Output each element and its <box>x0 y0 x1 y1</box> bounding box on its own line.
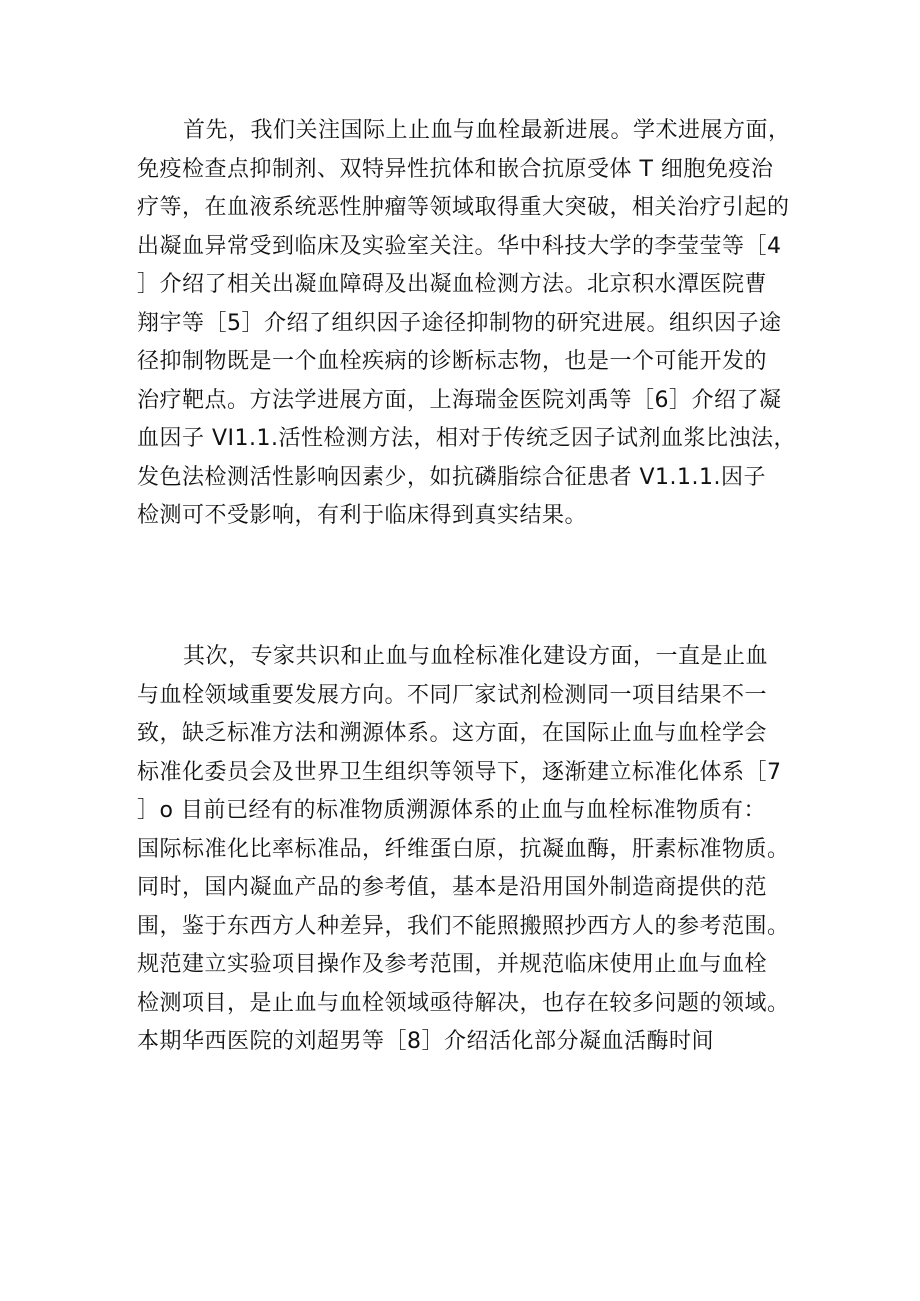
text-line: 发色法检测活性影响因素少，如抗磷脂综合征患者 V1.1.1.因子 <box>137 464 767 490</box>
text-line: 翔宇等［5］介绍了组织因子途径抑制物的研究进展。组织因子途 <box>137 310 782 336</box>
text-line: 径抑制物既是一个血栓疾病的诊断标志物，也是一个可能开发的 <box>137 349 768 374</box>
text-line: 首先，我们关注国际上止血与血栓最新进展。学术进展方面， <box>183 118 791 143</box>
text-line: 与血栓领域重要发展方向。不同厂家试剂检测同一项目结果不一 <box>137 682 768 708</box>
text-line: 检测项目，是止血与血栓领域亟待解决，也存在较多问题的领域。 <box>137 990 790 1016</box>
text-line: 其次，专家共识和止血与血栓标准化建设方面，一直是止血 <box>183 644 769 669</box>
text-line: 国际标准化比率标准品，纤维蛋白原，抗凝血酶，肝素标准物质。 <box>137 836 790 862</box>
text-line: ］介绍了相关出凝血障碍及出凝血检测方法。北京积水潭医院曹 <box>137 272 768 297</box>
text-line: 疗等，在血液系统恶性肿瘤等领域取得重大突破，相关治疗引起的 <box>137 195 790 220</box>
text-line: 血因子 VI1.1.活性检测方法，相对于传统乏因子试剂血浆比浊法， <box>137 426 797 451</box>
text-line: 同时，国内凝血产品的参考值，基本是沿用国外制造商提供的范 <box>137 875 768 900</box>
text-line: 治疗靶点。方法学进展方面，上海瑞金医院刘禹等［6］介绍了凝 <box>137 387 782 413</box>
text-line: 标准化委员会及世界卫生组织等领导下，逐渐建立标准化体系［7 <box>137 759 782 785</box>
text-line: 本期华西医院的刘超男等［8］介绍活化部分凝血活酶时间 <box>137 1029 714 1054</box>
text-line: 规范建立实验项目操作及参考范围，并规范临床使用止血与血栓 <box>137 952 768 977</box>
text-line: 检测可不受影响，有利于临床得到真实结果。 <box>137 503 588 528</box>
text-line: ］o 目前已经有的标准物质溯源体系的止血与血栓标准物质有： <box>137 798 766 823</box>
text-line: 出凝血异常受到临床及实验室关注。华中科技大学的李莹莹等［4 <box>137 233 782 259</box>
text-line: 致，缺乏标准方法和溯源体系。这方面，在国际止血与血栓学会 <box>137 721 768 746</box>
text-line: 免疫检查点抑制剂、双特异性抗体和嵌合抗原受体 T 细胞免疫治 <box>137 156 774 182</box>
text-line: 围，鉴于东西方人种差异，我们不能照搬照抄西方人的参考范围。 <box>137 913 790 939</box>
paragraph-1 <box>137 112 797 536</box>
paragraph-2 <box>137 638 797 1062</box>
